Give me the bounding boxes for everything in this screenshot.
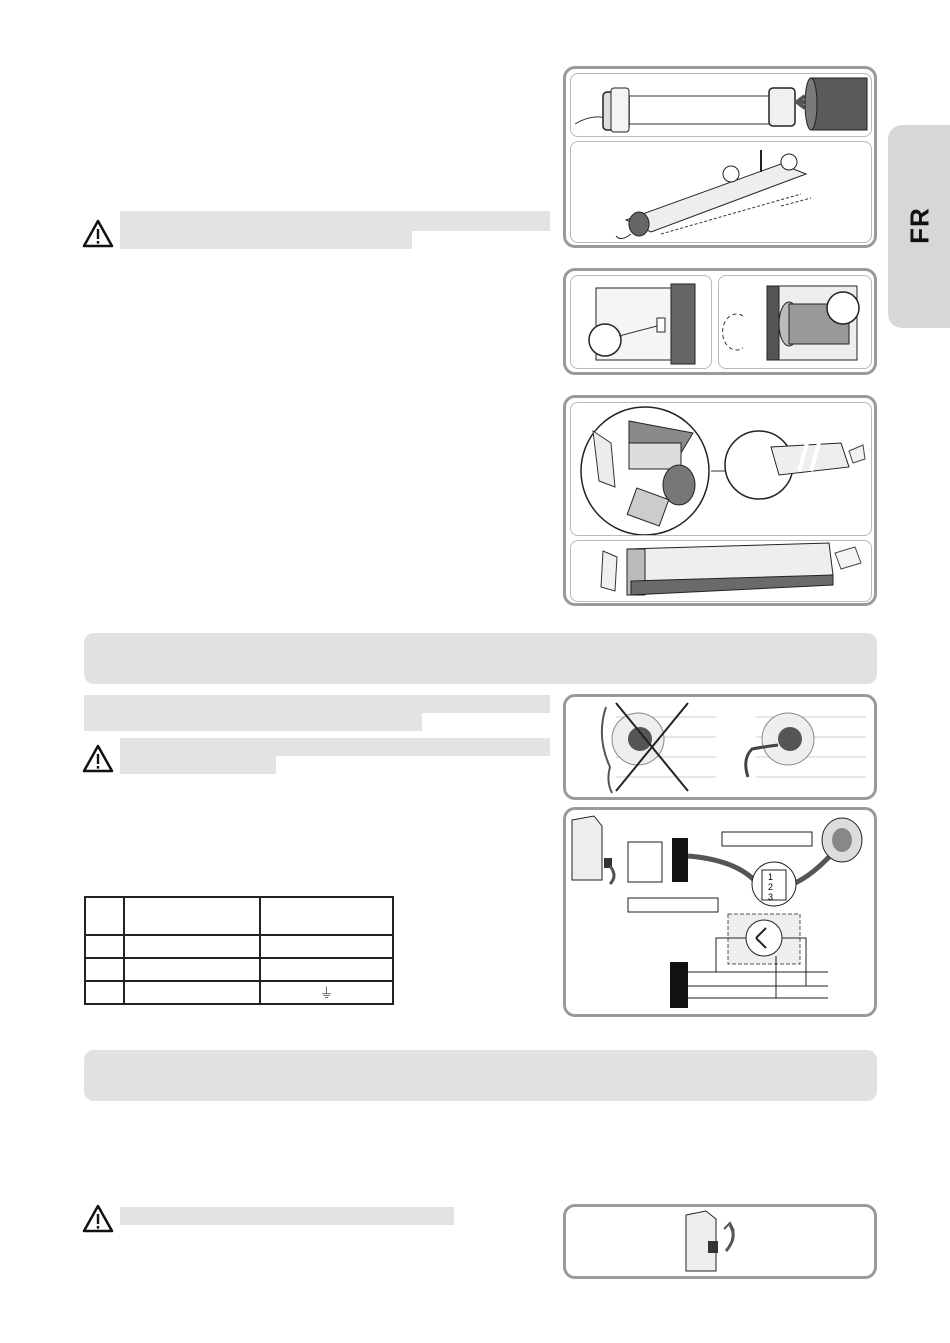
highlight-line	[84, 695, 550, 713]
figure-tube-fixing	[570, 141, 872, 243]
language-tab	[888, 125, 950, 328]
warning-triangle-icon	[82, 744, 114, 774]
section-header-band	[84, 633, 877, 684]
warning-highlight-line	[120, 211, 550, 231]
figure-end-caps	[563, 268, 877, 375]
right-cap-drawing	[719, 276, 871, 368]
table-cell-col-a	[124, 981, 260, 1004]
table-cell-col-b	[260, 958, 393, 981]
terminal-3: 3	[768, 892, 774, 902]
warning-highlight-line	[120, 756, 276, 774]
warning-triangle-icon	[82, 1204, 114, 1234]
figure-right-cap	[718, 275, 872, 369]
table-cell-number	[85, 935, 124, 958]
wiring-table	[84, 896, 394, 1005]
breaker-drawing	[566, 1207, 874, 1276]
table-row	[85, 958, 393, 981]
table-cell-col-a	[124, 958, 260, 981]
table-cell-col-b	[260, 935, 393, 958]
warning-triangle-icon	[82, 219, 114, 249]
figure-left-cap	[570, 275, 712, 369]
figure-box-closed	[570, 540, 872, 602]
figure-box-assembly	[563, 395, 877, 606]
table-cell-col-a	[124, 897, 260, 935]
warning-highlight-line	[120, 1207, 454, 1225]
table-row	[85, 935, 393, 958]
earth-ground-icon: ⏚	[260, 981, 393, 1004]
section-header-band	[84, 1050, 877, 1101]
table-cell-col-a	[124, 935, 260, 958]
figure-motor-insertion	[570, 73, 872, 137]
wiring-diagram-drawing	[566, 810, 874, 1014]
figure-wiring-diagram	[563, 807, 877, 1017]
table-cell-number	[85, 897, 124, 935]
terminal-2: 2	[768, 882, 774, 892]
left-cap-drawing	[571, 276, 711, 368]
table-cell-number	[85, 981, 124, 1004]
table-row	[85, 981, 393, 1004]
table-cell-col-b	[260, 897, 393, 935]
terminal-1: 1	[768, 872, 774, 882]
figure-box-detail	[570, 402, 872, 536]
box-closed-drawing	[571, 541, 871, 601]
motor-insertion-drawing	[571, 74, 871, 136]
highlight-line	[84, 713, 422, 731]
table-cell-number	[85, 958, 124, 981]
box-detail-drawing	[571, 403, 871, 535]
warning-highlight-line	[120, 738, 550, 756]
warning-highlight-line	[120, 231, 412, 249]
cable-routing-drawing	[566, 697, 874, 797]
table-row	[85, 897, 393, 935]
figure-cable-routing	[563, 694, 877, 800]
figure-tube-assembly	[563, 66, 877, 248]
tube-fixing-drawing	[571, 142, 871, 242]
language-tab-label: FR	[904, 207, 935, 244]
figure-breaker-on	[563, 1204, 877, 1279]
